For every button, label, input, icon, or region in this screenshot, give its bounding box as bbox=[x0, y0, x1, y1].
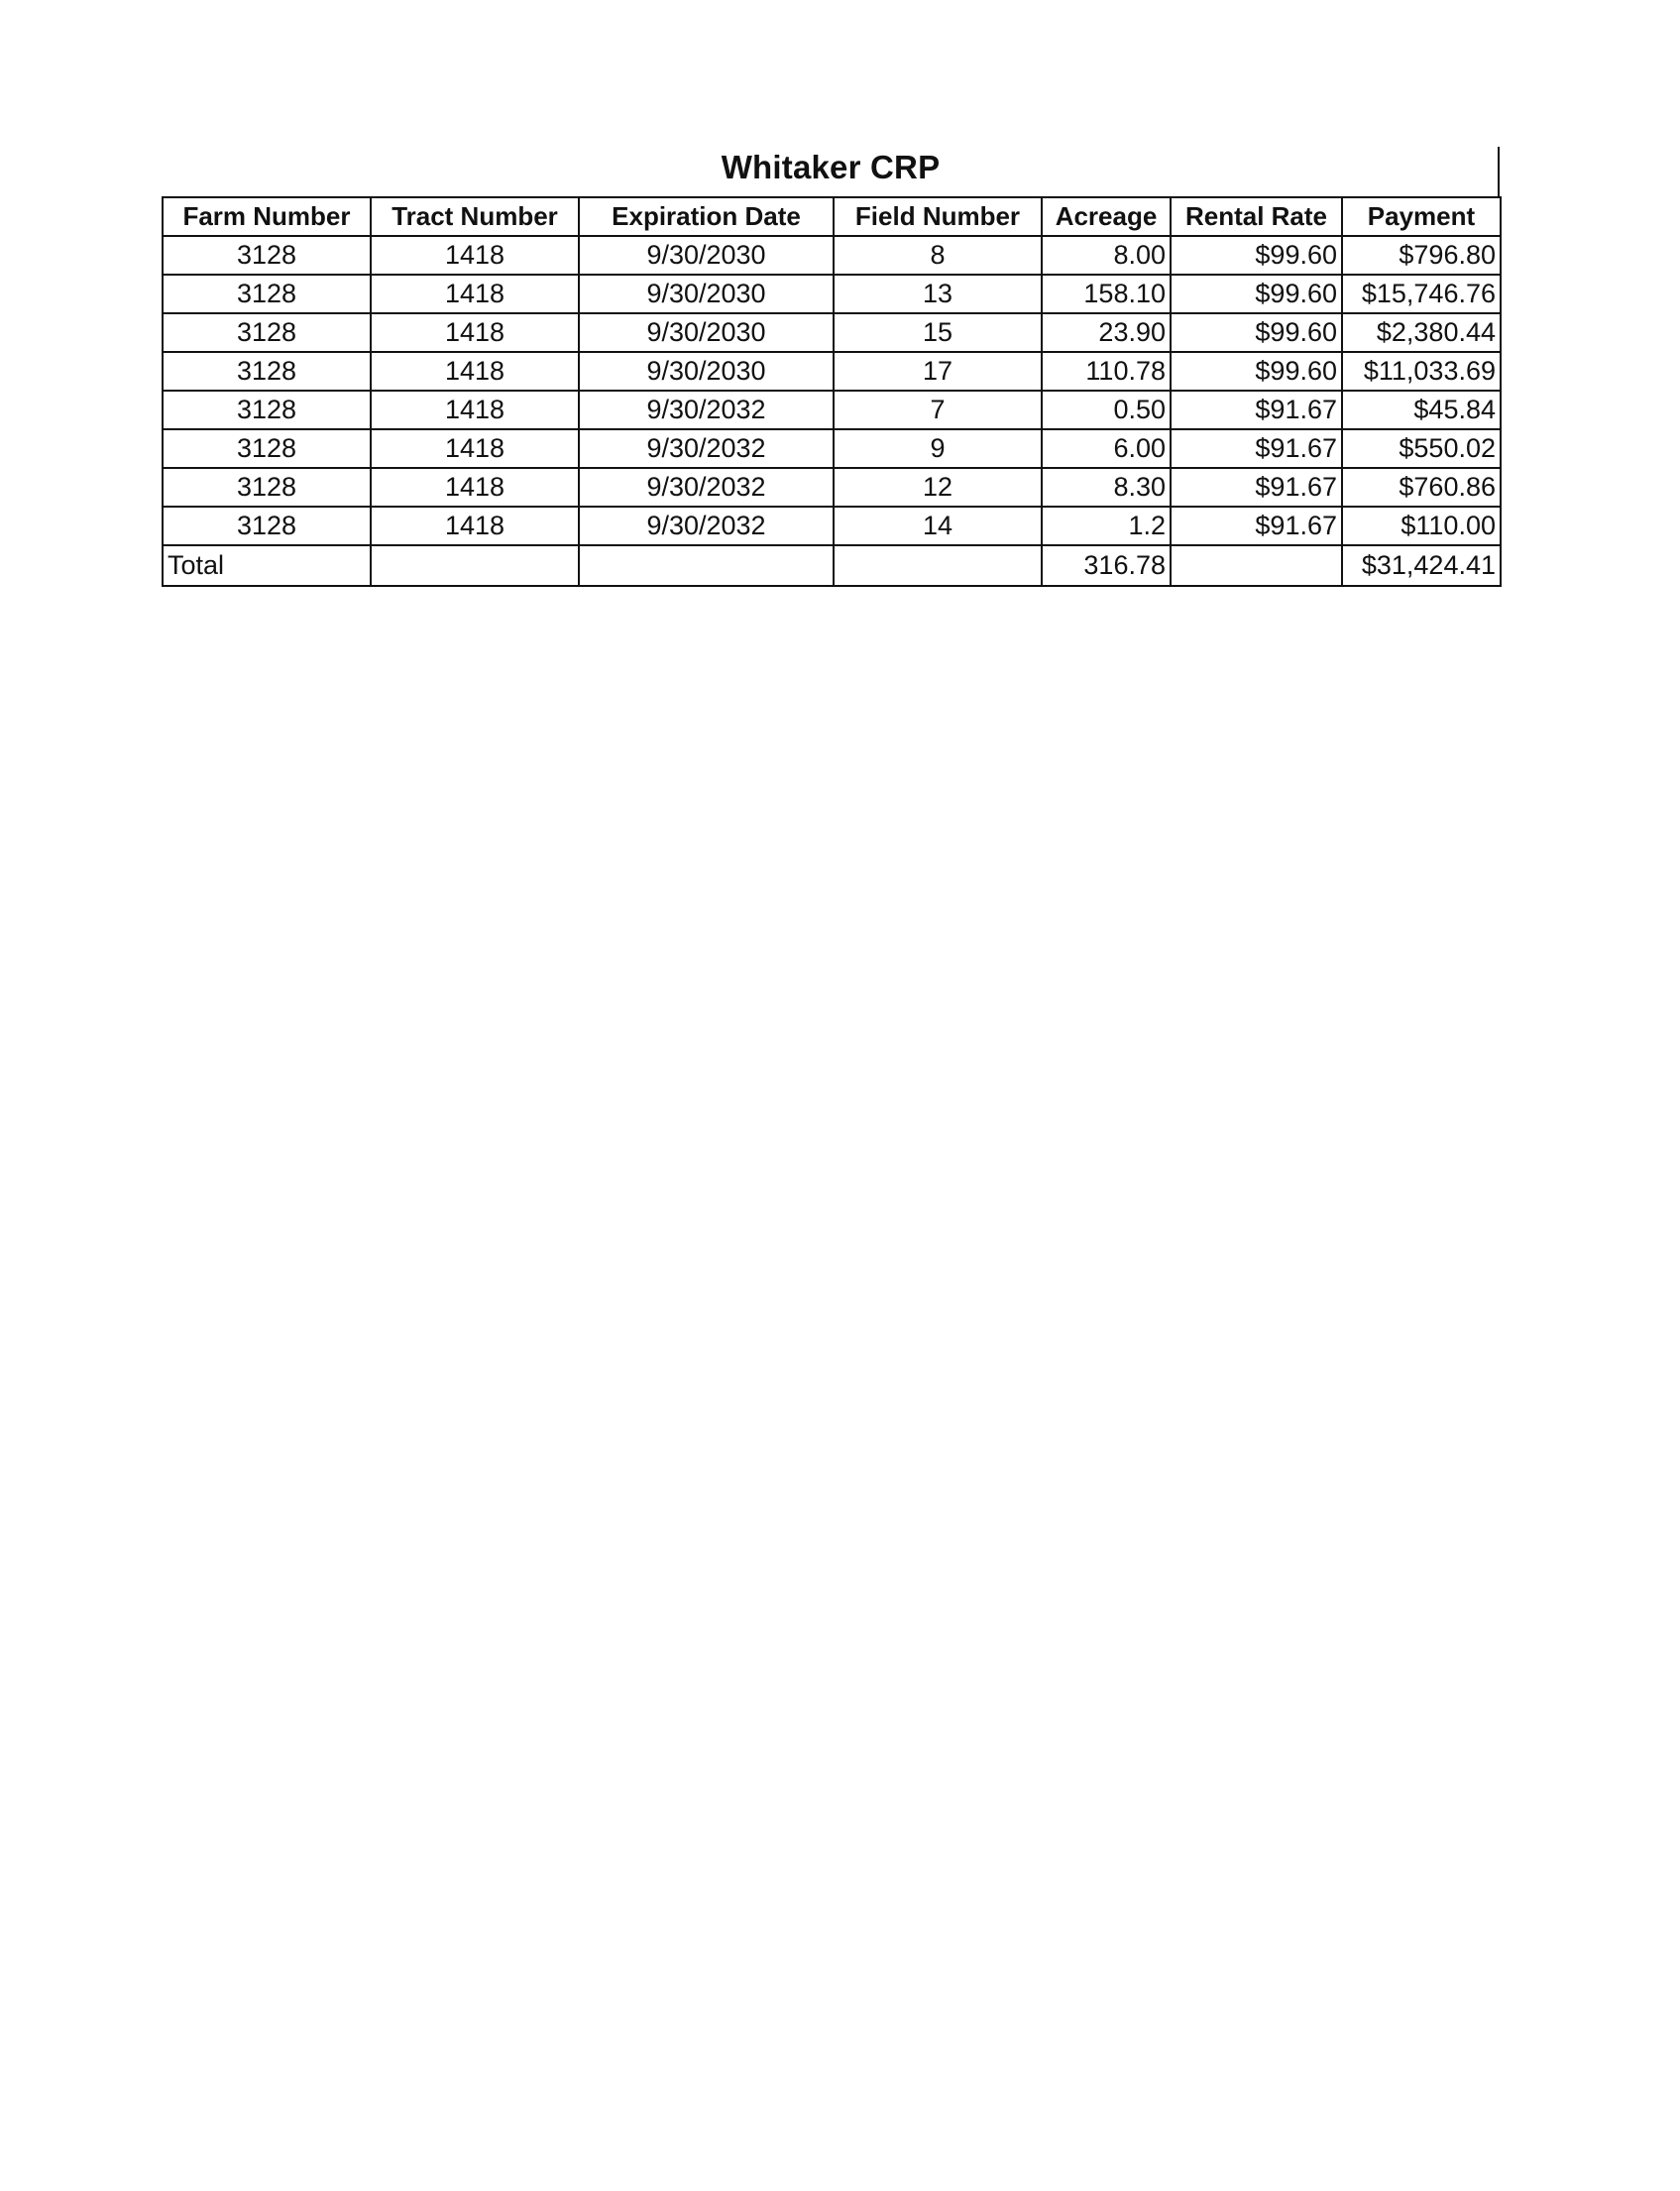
cell-rate: $99.60 bbox=[1171, 236, 1342, 275]
cell-field: 13 bbox=[834, 275, 1042, 313]
cell-expiration: 9/30/2032 bbox=[579, 507, 834, 545]
cell-acreage: 8.00 bbox=[1042, 236, 1171, 275]
cell-farm: 3128 bbox=[163, 468, 371, 507]
cell-farm: 3128 bbox=[163, 429, 371, 468]
total-empty-cell bbox=[371, 545, 579, 586]
table-row bbox=[163, 468, 1501, 507]
cell-expiration: 9/30/2030 bbox=[579, 313, 834, 352]
col-header-tract-number: Tract Number bbox=[371, 197, 579, 236]
cell-tract: 1418 bbox=[371, 275, 579, 313]
cell-rate: $99.60 bbox=[1171, 313, 1342, 352]
table-row bbox=[163, 391, 1501, 429]
cell-acreage: 1.2 bbox=[1042, 507, 1171, 545]
crp-table bbox=[162, 196, 1502, 587]
cell-farm: 3128 bbox=[163, 352, 371, 391]
cell-payment: $15,746.76 bbox=[1342, 275, 1501, 313]
cell-field: 9 bbox=[834, 429, 1042, 468]
title-row bbox=[162, 139, 1500, 196]
cell-rate: $91.67 bbox=[1171, 468, 1342, 507]
total-empty-cell bbox=[579, 545, 834, 586]
cell-payment: $796.80 bbox=[1342, 236, 1501, 275]
cell-field: 15 bbox=[834, 313, 1042, 352]
cell-tract: 1418 bbox=[371, 507, 579, 545]
col-header-expiration-date: Expiration Date bbox=[579, 197, 834, 236]
total-row bbox=[163, 545, 1501, 586]
cell-field: 12 bbox=[834, 468, 1042, 507]
cell-tract: 1418 bbox=[371, 352, 579, 391]
cell-payment: $550.02 bbox=[1342, 429, 1501, 468]
cell-tract: 1418 bbox=[371, 468, 579, 507]
cell-rate: $99.60 bbox=[1171, 275, 1342, 313]
col-header-payment: Payment bbox=[1342, 197, 1501, 236]
title-border bbox=[1498, 147, 1500, 196]
cell-acreage: 23.90 bbox=[1042, 313, 1171, 352]
cell-rate: $91.67 bbox=[1171, 391, 1342, 429]
table-row bbox=[163, 352, 1501, 391]
cell-payment: $45.84 bbox=[1342, 391, 1501, 429]
cell-tract: 1418 bbox=[371, 236, 579, 275]
cell-expiration: 9/30/2030 bbox=[579, 236, 834, 275]
cell-farm: 3128 bbox=[163, 275, 371, 313]
cell-expiration: 9/30/2030 bbox=[579, 275, 834, 313]
table-row bbox=[163, 236, 1501, 275]
cell-expiration: 9/30/2030 bbox=[579, 352, 834, 391]
table-row bbox=[163, 429, 1501, 468]
cell-payment: $760.86 bbox=[1342, 468, 1501, 507]
total-label: Total bbox=[163, 545, 371, 586]
crp-sheet bbox=[162, 139, 1500, 587]
cell-tract: 1418 bbox=[371, 313, 579, 352]
total-empty-cell bbox=[834, 545, 1042, 586]
cell-field: 8 bbox=[834, 236, 1042, 275]
cell-rate: $91.67 bbox=[1171, 507, 1342, 545]
col-header-acreage: Acreage bbox=[1042, 197, 1171, 236]
col-header-farm-number: Farm Number bbox=[163, 197, 371, 236]
cell-acreage: 110.78 bbox=[1042, 352, 1171, 391]
cell-payment: $2,380.44 bbox=[1342, 313, 1501, 352]
cell-acreage: 158.10 bbox=[1042, 275, 1171, 313]
cell-farm: 3128 bbox=[163, 313, 371, 352]
cell-rate: $99.60 bbox=[1171, 352, 1342, 391]
cell-expiration: 9/30/2032 bbox=[579, 391, 834, 429]
total-empty-cell bbox=[1171, 545, 1342, 586]
cell-acreage: 0.50 bbox=[1042, 391, 1171, 429]
table-row bbox=[163, 313, 1501, 352]
cell-farm: 3128 bbox=[163, 391, 371, 429]
cell-payment: $11,033.69 bbox=[1342, 352, 1501, 391]
cell-field: 17 bbox=[834, 352, 1042, 391]
cell-farm: 3128 bbox=[163, 507, 371, 545]
col-header-rental-rate: Rental Rate bbox=[1171, 197, 1342, 236]
cell-field: 7 bbox=[834, 391, 1042, 429]
cell-acreage: 6.00 bbox=[1042, 429, 1171, 468]
cell-tract: 1418 bbox=[371, 391, 579, 429]
cell-expiration: 9/30/2032 bbox=[579, 468, 834, 507]
cell-acreage: 8.30 bbox=[1042, 468, 1171, 507]
table-row bbox=[163, 507, 1501, 545]
cell-payment: $110.00 bbox=[1342, 507, 1501, 545]
table-title: Whitaker CRP bbox=[721, 149, 941, 185]
cell-expiration: 9/30/2032 bbox=[579, 429, 834, 468]
total-acreage: 316.78 bbox=[1042, 545, 1171, 586]
col-header-field-number: Field Number bbox=[834, 197, 1042, 236]
cell-rate: $91.67 bbox=[1171, 429, 1342, 468]
cell-tract: 1418 bbox=[371, 429, 579, 468]
cell-farm: 3128 bbox=[163, 236, 371, 275]
header-row bbox=[163, 197, 1501, 236]
table-row bbox=[163, 275, 1501, 313]
cell-field: 14 bbox=[834, 507, 1042, 545]
total-payment: $31,424.41 bbox=[1342, 545, 1501, 586]
